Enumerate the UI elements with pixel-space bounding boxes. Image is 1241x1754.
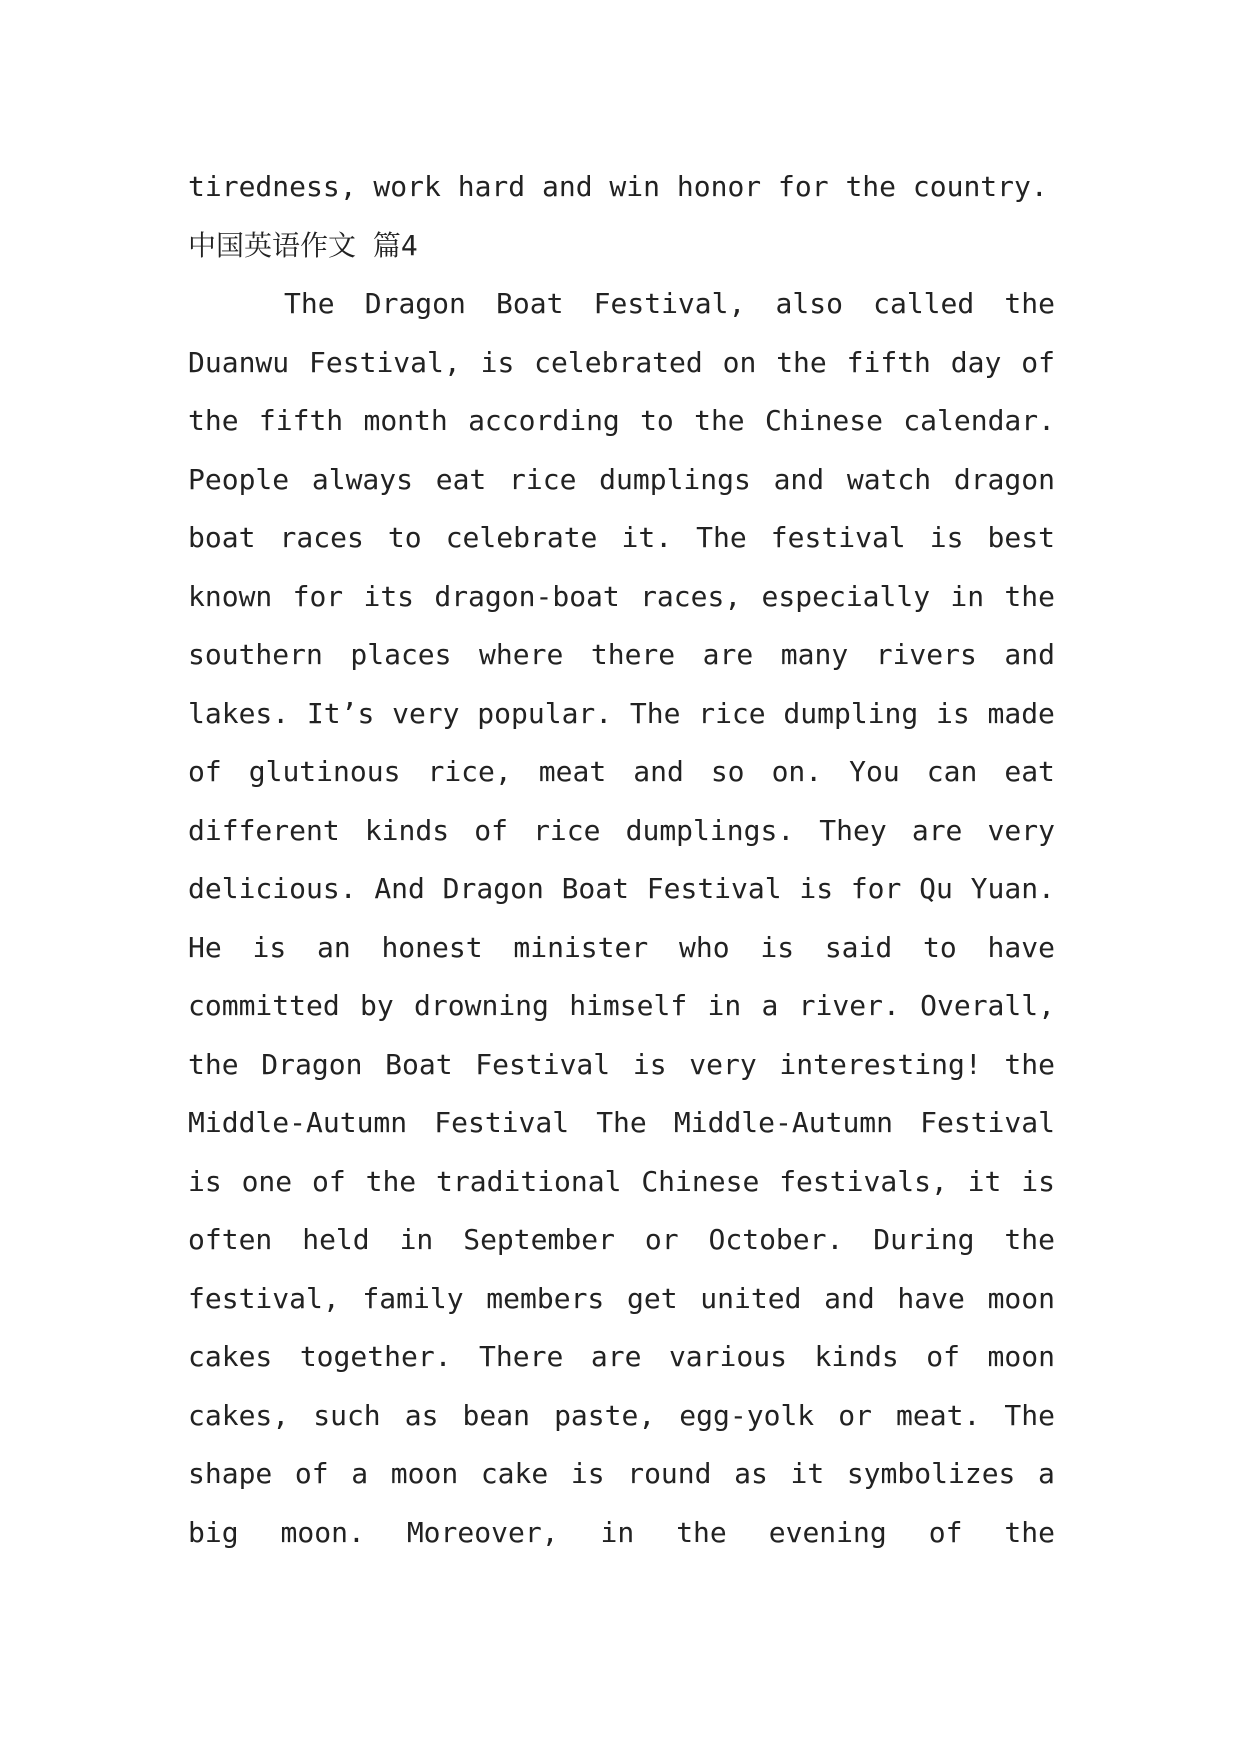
word: eat [1004, 755, 1055, 788]
word: It’s [306, 696, 375, 730]
word: Chinese [641, 1164, 760, 1198]
word: He [188, 930, 222, 964]
word: Dragon [442, 872, 544, 905]
essay-paragraph [188, 275, 1055, 1562]
word: Overall, [920, 989, 1055, 1022]
word: as [734, 1457, 768, 1490]
word: moon [987, 1340, 1055, 1373]
paragraph-line [188, 743, 1055, 802]
word: have [897, 1281, 965, 1315]
word: is [1021, 1164, 1055, 1198]
word: is [188, 1164, 222, 1198]
word: and [824, 1281, 875, 1315]
word: to [640, 404, 674, 437]
word: a [351, 1457, 369, 1490]
word: festival [770, 521, 906, 554]
word: have [987, 930, 1055, 964]
word: Middle-Autumn [673, 1106, 894, 1139]
word: boat [188, 521, 256, 554]
word: is [632, 1047, 667, 1081]
word: can [926, 755, 978, 788]
word: to [923, 930, 957, 964]
word: fifth [846, 345, 931, 379]
word: kinds [364, 813, 450, 847]
word: dumplings. [625, 813, 795, 847]
word: Middle-Autumn [188, 1106, 408, 1139]
word: egg-yolk [679, 1398, 815, 1432]
word: to [387, 521, 422, 554]
paragraph-line [188, 392, 1055, 451]
word: moon [987, 1281, 1055, 1315]
word: different [188, 813, 340, 847]
word: Festival [646, 872, 782, 905]
word: according [468, 404, 620, 437]
paragraph-line [188, 1387, 1055, 1446]
word: eat [435, 462, 487, 496]
word: dragon [953, 462, 1055, 496]
word: and [633, 755, 684, 788]
paragraph-line [188, 509, 1055, 568]
word: who [679, 930, 730, 964]
word: as [404, 1398, 439, 1432]
word: bean [462, 1398, 530, 1432]
word: dumpling [783, 696, 919, 730]
word: delicious. [188, 872, 357, 905]
word: lakes. [188, 696, 290, 730]
word: Dragon [261, 1047, 363, 1081]
paragraph-line [188, 1445, 1055, 1504]
word: races, [640, 579, 742, 613]
word: himself [569, 989, 688, 1022]
word: Festival, [593, 287, 746, 320]
word: Dragon [364, 287, 466, 320]
word: and [773, 462, 825, 496]
word: of [294, 1457, 329, 1490]
word: month [363, 404, 448, 437]
word: in [399, 1223, 434, 1256]
word: Moreover, [406, 1515, 559, 1549]
word: The [596, 1106, 647, 1139]
word: especially [761, 579, 931, 613]
word: People [188, 462, 290, 496]
paragraph-line [188, 802, 1055, 861]
word: are [590, 1340, 642, 1373]
section-heading [188, 217, 1055, 276]
word: Yuan. [970, 872, 1055, 905]
word: the [694, 404, 745, 437]
word: moon. [280, 1515, 365, 1549]
word: it. [621, 521, 673, 554]
word: of [312, 1164, 346, 1198]
word: Festival [475, 1047, 611, 1081]
word: the [676, 1515, 727, 1549]
paragraph-line [188, 977, 1055, 1036]
word: in [600, 1515, 635, 1549]
word: is [570, 1457, 605, 1490]
word: dumplings [599, 462, 751, 496]
word: also [775, 287, 843, 320]
word: rice [509, 462, 577, 496]
word: very [392, 696, 460, 730]
word: festival, [188, 1281, 340, 1315]
word: dragon-boat [434, 579, 620, 613]
word: celebrated [534, 345, 703, 379]
word: where [479, 638, 564, 671]
word: in [950, 579, 985, 613]
word: by [360, 989, 394, 1022]
word: such [313, 1398, 381, 1432]
word: traditional [436, 1164, 622, 1198]
word: held [302, 1223, 370, 1256]
word: cake [480, 1457, 549, 1490]
word: drowning [414, 989, 549, 1022]
word: the [365, 1164, 417, 1198]
word: committed [188, 989, 340, 1022]
word: often [188, 1223, 273, 1256]
word: members [486, 1281, 605, 1315]
word: very [689, 1047, 757, 1081]
paragraph-line [188, 1211, 1055, 1270]
paragraph-line [188, 685, 1055, 744]
word: on [722, 345, 757, 379]
paragraph-line [188, 275, 1055, 334]
word: united [700, 1281, 802, 1315]
word: moon [390, 1457, 459, 1490]
word: so [710, 755, 745, 788]
word: evening [768, 1515, 887, 1549]
word: for [292, 579, 344, 613]
paragraph-line [188, 451, 1055, 510]
paragraph-line [188, 568, 1055, 627]
word: river. [798, 989, 900, 1022]
word: and [1004, 638, 1055, 671]
word: Duanwu [188, 345, 290, 379]
section-heading-text: 中国英语作文 篇4 [188, 228, 418, 262]
word: The [284, 287, 335, 320]
word: glutinous [248, 755, 401, 788]
word: day [950, 345, 1002, 379]
word: celebrate [445, 521, 598, 554]
word: races [279, 521, 364, 554]
word: southern [188, 638, 323, 671]
word: During [873, 1223, 975, 1256]
word: Festival, [309, 345, 461, 379]
paragraph-line [188, 1094, 1055, 1153]
word: it [790, 1457, 825, 1490]
word: rice [698, 696, 766, 730]
word: meat [538, 755, 607, 788]
word: is [760, 930, 795, 964]
word: Boat [496, 287, 564, 320]
word: The [629, 696, 681, 730]
word: There [479, 1340, 564, 1373]
word: on. [771, 755, 823, 788]
word: many [780, 638, 849, 671]
word: there [590, 638, 676, 671]
word: of [1021, 345, 1055, 379]
word: rice, [427, 755, 512, 788]
word: are [911, 813, 963, 847]
word: Boat [385, 1047, 453, 1081]
word: symbolizes [846, 1457, 1016, 1490]
word: is [929, 521, 964, 554]
word: Festival [920, 1106, 1055, 1139]
paragraph-line [188, 1270, 1055, 1329]
word: the [776, 345, 827, 379]
text-column [188, 158, 1055, 1562]
word: meat. [896, 1398, 981, 1432]
word: is [252, 930, 287, 964]
word: The [696, 521, 747, 554]
paragraph-line [188, 334, 1055, 393]
paragraph-line [188, 860, 1055, 919]
paragraph-line [188, 1153, 1055, 1212]
word: minister [513, 930, 649, 964]
word: kinds [814, 1340, 899, 1373]
word: the [1004, 287, 1055, 320]
word: various [668, 1340, 787, 1373]
word: the [1004, 579, 1055, 613]
paragraph-line [188, 919, 1055, 978]
word: Boat [561, 872, 629, 905]
word: shape [188, 1457, 273, 1490]
word: festivals, [779, 1164, 948, 1198]
word: rice [533, 813, 601, 847]
word: They [819, 813, 887, 847]
word: the [1004, 1223, 1055, 1256]
paragraph-line [188, 1328, 1055, 1387]
word: of [188, 755, 222, 788]
word: of [926, 1340, 961, 1373]
word: Qu [919, 872, 953, 905]
word: round [627, 1457, 712, 1490]
word: Festival [434, 1106, 570, 1139]
word: paste, [554, 1398, 656, 1432]
previous-paragraph-tail [188, 158, 1055, 217]
word: calendar. [903, 404, 1055, 437]
word: its [363, 579, 415, 613]
word: very [987, 813, 1055, 847]
word: rivers [875, 638, 977, 671]
word: or [644, 1223, 679, 1256]
word: big [188, 1515, 239, 1549]
word: of [474, 813, 508, 847]
word: interesting! [779, 1047, 982, 1081]
word: The [1004, 1398, 1055, 1432]
word: cakes [188, 1340, 273, 1373]
previous-paragraph-text: tiredness, work hard and win honor for the country. [188, 170, 1048, 203]
paragraph-line [188, 1504, 1055, 1563]
word: are [702, 638, 754, 671]
word: the [188, 404, 239, 437]
word: in [707, 989, 742, 1022]
word: or [838, 1398, 872, 1432]
word: best [987, 521, 1055, 554]
word: places [350, 638, 452, 671]
word: the [1004, 1047, 1055, 1081]
word: watch [846, 462, 932, 496]
word: it [967, 1164, 1002, 1198]
word: is [480, 345, 515, 379]
paragraph-line [188, 1036, 1055, 1095]
word: an [316, 930, 351, 964]
word: called [873, 287, 975, 320]
word: said [824, 930, 893, 964]
word: honest [381, 930, 483, 964]
word: known [188, 579, 273, 613]
word: always [311, 462, 414, 496]
word: one [241, 1164, 293, 1198]
word: family [362, 1281, 464, 1315]
word: for [850, 872, 902, 905]
word: of [928, 1515, 963, 1549]
word: get [627, 1281, 678, 1315]
word: the [1004, 1515, 1055, 1549]
paragraph-line [188, 626, 1055, 685]
word: a [761, 989, 779, 1022]
word: the [188, 1047, 239, 1081]
word: a [1038, 1457, 1055, 1490]
word: And [374, 872, 425, 905]
word: Chinese [764, 404, 883, 437]
word: October. [708, 1223, 844, 1256]
word: together. [299, 1340, 452, 1373]
word: September [463, 1223, 615, 1256]
word: cakes, [188, 1398, 290, 1432]
word: popular. [477, 696, 613, 730]
word: fifth [258, 404, 344, 437]
word: is [936, 696, 970, 730]
word: You [849, 755, 900, 788]
word: made [987, 696, 1055, 730]
word: is [799, 872, 834, 905]
